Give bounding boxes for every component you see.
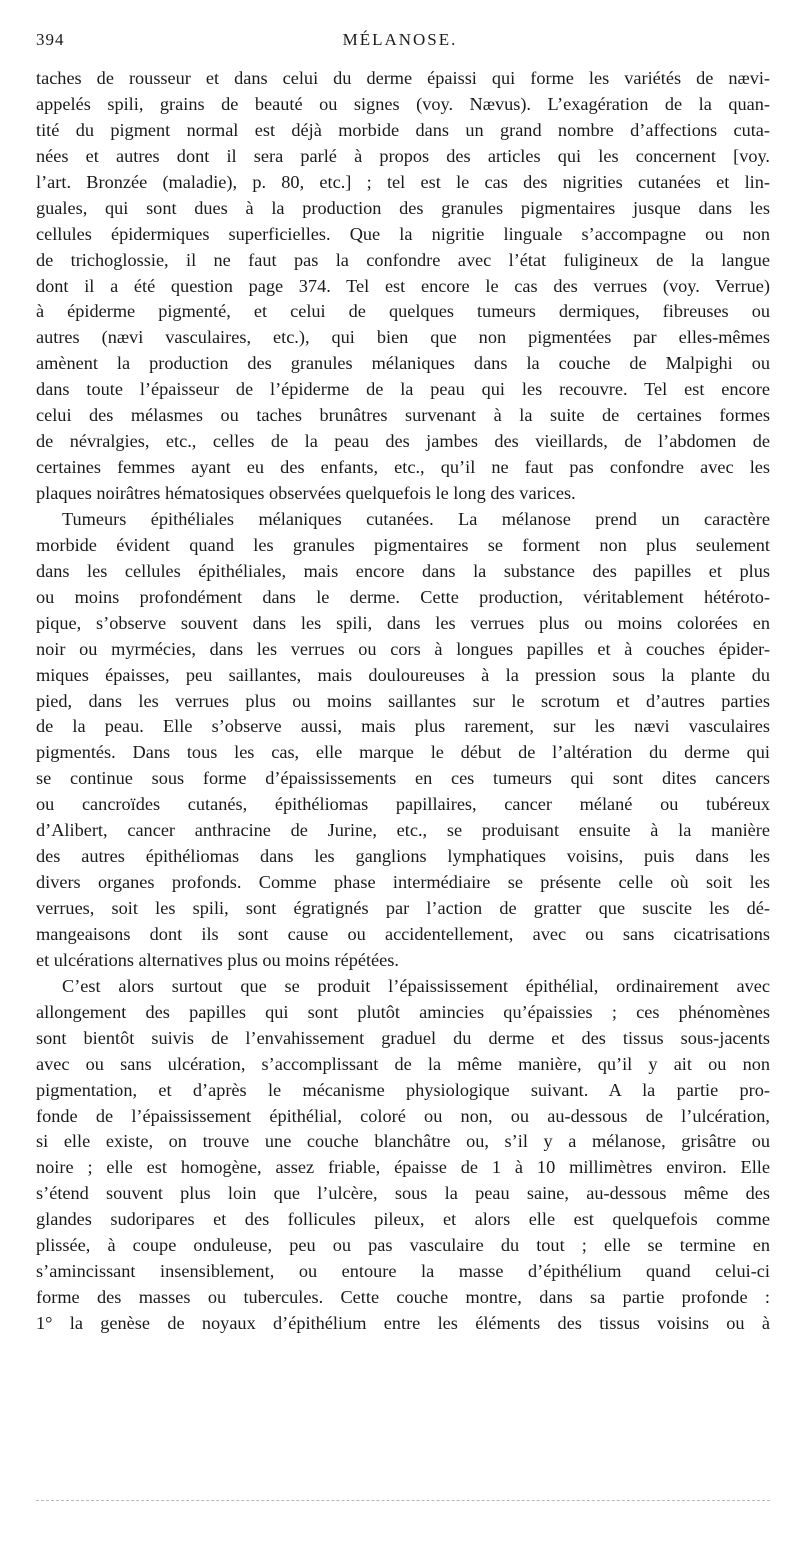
text-line: dans les cellules épithéliales, mais encore dans la substance des papilles et plus <box>36 560 770 581</box>
text-line: verrues, soit les spili, sont égratignés par l’action de gratter que suscite les dé- <box>36 898 770 918</box>
text-line: ou moins profondément dans le derme. Cette production, véritablement hétéroto- <box>36 586 770 607</box>
text-line: fonde de l’épaississement épithélial, coloré ou non, ou au-dessous de l’ulcération, <box>36 1105 770 1126</box>
text-line: s’étend souvent plus loin que l’ulcère, sous la peau saine, au-dessous même des <box>36 1183 770 1204</box>
text-line: appelés spili, grains de beauté ou signes (voy. Nævus). L’exagération de la quan- <box>36 93 770 114</box>
text-line: pigmentés. Dans tous les cas, elle marque le début de l’altération du derme qui <box>36 742 770 763</box>
text-line: de trichoglossie, il ne faut pas la confondre avec l’état fuligineux de la langue <box>36 249 770 270</box>
text-line: taches de rousseur et dans celui du derme épaissi qui forme les variétés de nævi- <box>36 68 770 88</box>
text-line: des autres épithéliomas dans les ganglions lymphatiques voisins, puis dans les <box>36 846 770 867</box>
text-line: pied, dans les verrues plus ou moins saillantes sur le scrotum et d’autres parties <box>36 690 770 711</box>
text-line: forme des masses ou tubercules. Cette couche montre, dans sa partie profonde : <box>36 1287 770 1308</box>
text-line: ou cancroïdes cutanés, épithéliomas papillaires, cancer mélané ou tubéreux <box>36 794 770 815</box>
text-line: s’amincissant insensiblement, ou entoure la masse d’épithélium quand celui-ci <box>36 1261 770 1282</box>
text-line: miques épaisses, peu saillantes, mais douloureuses à la pression sous la plante du <box>36 664 770 685</box>
page-header <box>36 30 764 54</box>
footer-rule <box>36 1500 770 1501</box>
running-title: MÉLANOSE. <box>342 30 458 49</box>
text-line: de la peau. Elle s’observe aussi, mais plus rarement, sur les nævi vasculaires <box>36 716 770 737</box>
text-line: cellules épidermiques superficielles. Que la nigritie linguale s’accompagne ou non <box>36 223 770 244</box>
text-line: divers organes profonds. Comme phase intermédiaire se présente celle où soit les <box>36 872 770 893</box>
text-line: mangeaisons dont ils sont cause ou accidentellement, avec ou sans cicatrisations <box>36 923 770 944</box>
text-line: plaques noirâtres hématosiques observées quelquefois le long des varices. <box>36 483 576 503</box>
text-line: de névralgies, etc., celles de la peau des jambes des vieillards, de l’abdomen de <box>36 431 770 452</box>
page-number: 394 <box>36 30 65 49</box>
text-line: amènent la production des granules mélaniques dans la couche de Malpighi ou <box>36 353 770 374</box>
text-line: guales, qui sont dues à la production des granules pigmentaires jusque dans les <box>36 197 770 218</box>
text-line: Tumeurs épithéliales mélaniques cutanées. La mélanose prend un caractère <box>62 508 770 529</box>
text-line: dans toute l’épaisseur de l’épiderme de la peau qui les recouvre. Tel est encore <box>36 379 770 400</box>
text-line: allongement des papilles qui sont plutôt amincies qu’épaissies ; ces phénomènes <box>36 1001 770 1022</box>
text-line: et ulcérations alternatives plus ou moins répétées. <box>36 949 399 970</box>
body-text <box>36 66 770 1337</box>
text-line: sont bientôt suivis de l’envahissement graduel du derme et des tissus sous-jacents <box>36 1027 770 1048</box>
text-line: C’est alors surtout que se produit l’épaississement épithélial, ordinairement avec <box>62 975 770 996</box>
text-line: d’Alibert, cancer anthracine de Jurine, etc., se produisant ensuite à la manière <box>36 820 770 841</box>
text-line: se continue sous forme d’épaississements en ces tumeurs qui sont dites cancers <box>36 768 770 789</box>
text-line: dont il a été question page 374. Tel est encore le cas des verrues (voy. Verrue) <box>36 275 770 296</box>
text-line: tité du pigment normal est déjà morbide dans un grand nombre d’affections cuta- <box>36 119 770 140</box>
text-line: celui des mélasmes ou taches brunâtres survenant à la suite de certaines formes <box>36 405 770 426</box>
text-line: plissée, à coupe onduleuse, peu ou pas vasculaire du tout ; elle se termine en <box>36 1235 770 1256</box>
text-line: noire ; elle est homogène, assez friable, épaisse de 1 à 10 millimètres environ. Elle <box>36 1157 770 1178</box>
text-line: si elle existe, on trouve une couche blanchâtre ou, s’il y a mélanose, grisâtre ou <box>36 1131 770 1152</box>
text-line: certaines femmes ayant eu des enfants, etc., qu’il ne faut pas confondre avec les <box>36 457 770 478</box>
text-line: noir ou myrmécies, dans les verrues ou cors à longues papilles et à couches épider- <box>36 638 770 659</box>
text-line: pique, s’observe souvent dans les spili, dans les verrues plus ou moins colorées en <box>36 612 770 633</box>
text-line: 1° la genèse de noyaux d’épithélium entre les éléments des tissus voisins ou à <box>36 1313 770 1333</box>
text-line: morbide évident quand les granules pigmentaires se forment non plus seulement <box>36 534 770 555</box>
text-line: pigmentation, et d’après le mécanisme physiologique suivant. A la partie pro- <box>36 1079 770 1100</box>
text-line: autres (nævi vasculaires, etc.), qui bien que non pigmentées par elles-mêmes <box>36 327 770 348</box>
text-line: avec ou sans ulcération, s’accomplissant de la même manière, qu’il y ait ou non <box>36 1053 770 1074</box>
text-line: nées et autres dont il sera parlé à propos des articles qui les concernent [voy. <box>36 145 770 166</box>
text-line: glandes sudoripares et des follicules pileux, et alors elle est quelquefois comme <box>36 1209 770 1230</box>
text-line: l’art. Bronzée (maladie), p. 80, etc.] ; tel est le cas des nigrities cutanées et lin- <box>36 171 770 192</box>
text-line: à épiderme pigmenté, et celui de quelques tumeurs dermiques, fibreuses ou <box>36 301 770 322</box>
